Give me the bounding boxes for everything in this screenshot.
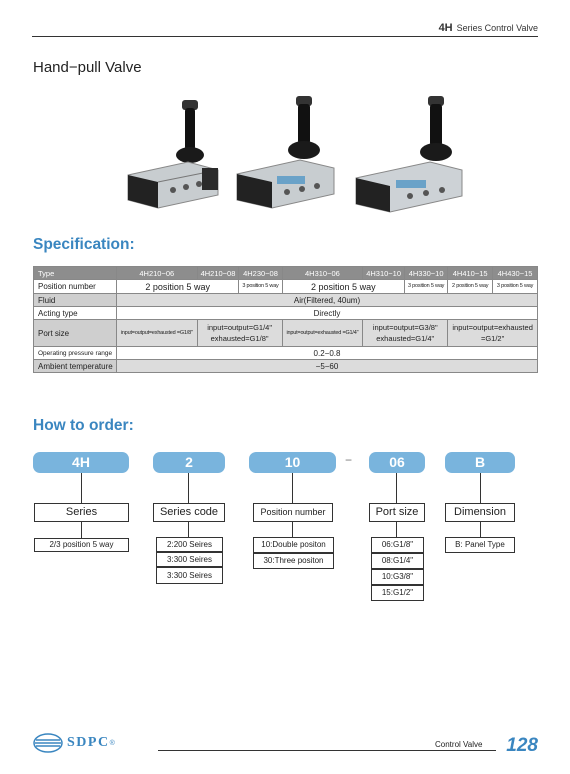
dimension-item: B: Panel Type — [445, 537, 515, 553]
code-pill-series-code: 2 — [153, 452, 225, 473]
brand-logo — [33, 733, 115, 753]
port-label: Port size — [34, 320, 117, 347]
port-item: 15:G1/2" — [371, 585, 424, 601]
connector-line — [292, 522, 293, 537]
valve-photo-3 — [352, 96, 467, 214]
position-item: 10:Double positon — [253, 537, 334, 553]
port-line: exhausted=G1/4" — [376, 334, 435, 343]
footer-rule — [158, 750, 496, 751]
pressure-value: 0.2−0.8 — [117, 347, 538, 360]
port-cell — [197, 320, 282, 347]
series-item: 2/3 position 5 way — [34, 538, 129, 552]
series-code-item: 3:300 Seires — [156, 552, 223, 567]
code-pill-series: 4H — [33, 452, 129, 473]
type-label: Type — [34, 267, 117, 280]
fluid-label: Fluid — [34, 294, 117, 307]
registered-mark: ® — [109, 739, 115, 747]
port-cell — [448, 320, 538, 347]
position-cell: 3 position 5 way — [239, 280, 282, 294]
position-cell: 3 position 5 way — [493, 280, 538, 294]
position-cell: 3 position 5 way — [404, 280, 447, 294]
port-cell — [363, 320, 448, 347]
connector-line — [188, 522, 189, 537]
port-line: exhausted=G1/8" — [210, 334, 269, 343]
port-line: =G1/2" — [480, 334, 505, 343]
dimension-label-box: Dimension — [445, 503, 515, 522]
connector-line — [396, 473, 397, 503]
series-code-label-box: Series code — [153, 503, 225, 522]
code-pill-port: 06 — [369, 452, 425, 473]
port-cell: input=output=exhausted =G1/8" — [117, 320, 198, 347]
spec-table — [33, 266, 538, 373]
type-cell: 4H330−10 — [404, 267, 447, 280]
type-cell: 4H210−08 — [197, 267, 239, 280]
header-series: 4H — [438, 22, 453, 34]
temp-label: Ambient temperature — [34, 360, 117, 373]
port-item: 08:G1/4" — [371, 553, 424, 569]
type-cell: 4H430−15 — [493, 267, 538, 280]
type-cell: 4H230−08 — [239, 267, 282, 280]
port-line: input=output=exhausted — [452, 322, 533, 332]
connector-line — [81, 473, 82, 503]
fluid-value: Air(Filtered, 40um) — [117, 294, 538, 307]
type-cell: 4H210−06 — [117, 267, 198, 280]
code-pill-position: 10 — [249, 452, 336, 473]
port-item: 06:G1/8" — [371, 537, 424, 553]
logo-icon — [33, 733, 63, 753]
series-label-box: Series — [34, 503, 129, 522]
acting-label: Acting type — [34, 307, 117, 320]
spec-heading: Specification: — [33, 236, 135, 253]
position-label: Position number — [34, 280, 117, 294]
port-item: 10:G3/8" — [371, 569, 424, 585]
page-number: 128 — [506, 735, 538, 756]
product-title: Hand−pull Valve — [33, 59, 142, 76]
code-dash: − — [345, 453, 353, 467]
code-pill-dimension: B — [445, 452, 515, 473]
connector-line — [81, 522, 82, 538]
type-cell: 4H310−10 — [363, 267, 405, 280]
type-cell: 4H310−06 — [282, 267, 363, 280]
series-code-item: 2:200 Seires — [156, 537, 223, 552]
pressure-label: Operating pressure range — [34, 347, 117, 360]
position-item: 30:Three positon — [253, 553, 334, 569]
position-cell: 2 position 5 way — [117, 280, 239, 294]
port-line: input=output=G1/4" — [207, 322, 273, 332]
acting-value: Directly — [117, 307, 538, 320]
position-cell: 2 position 5 way — [282, 280, 404, 294]
connector-line — [480, 522, 481, 537]
type-cell: 4H410−15 — [448, 267, 493, 280]
port-cell: input=output=exhausted =G1/4" — [282, 320, 363, 347]
footer-label: Control Valve — [435, 740, 483, 749]
connector-line — [188, 473, 189, 503]
series-code-item: 3:300 Seires — [156, 567, 223, 584]
valve-photo-2 — [232, 96, 342, 214]
valve-photo-1 — [118, 100, 223, 218]
brand-text: SDPC — [67, 735, 110, 750]
header-rule — [32, 36, 538, 37]
port-label-box: Port size — [369, 503, 425, 522]
header-title: Series Control Valve — [456, 23, 538, 33]
position-label-box: Position number — [253, 503, 333, 522]
order-heading: How to order: — [33, 417, 134, 434]
position-cell: 2 position 5 way — [448, 280, 493, 294]
connector-line — [396, 522, 397, 537]
connector-line — [292, 473, 293, 503]
port-line: input=output=G3/8" — [372, 322, 438, 332]
connector-line — [480, 473, 481, 503]
temp-value: −5−60 — [117, 360, 538, 373]
page-header — [439, 22, 538, 34]
